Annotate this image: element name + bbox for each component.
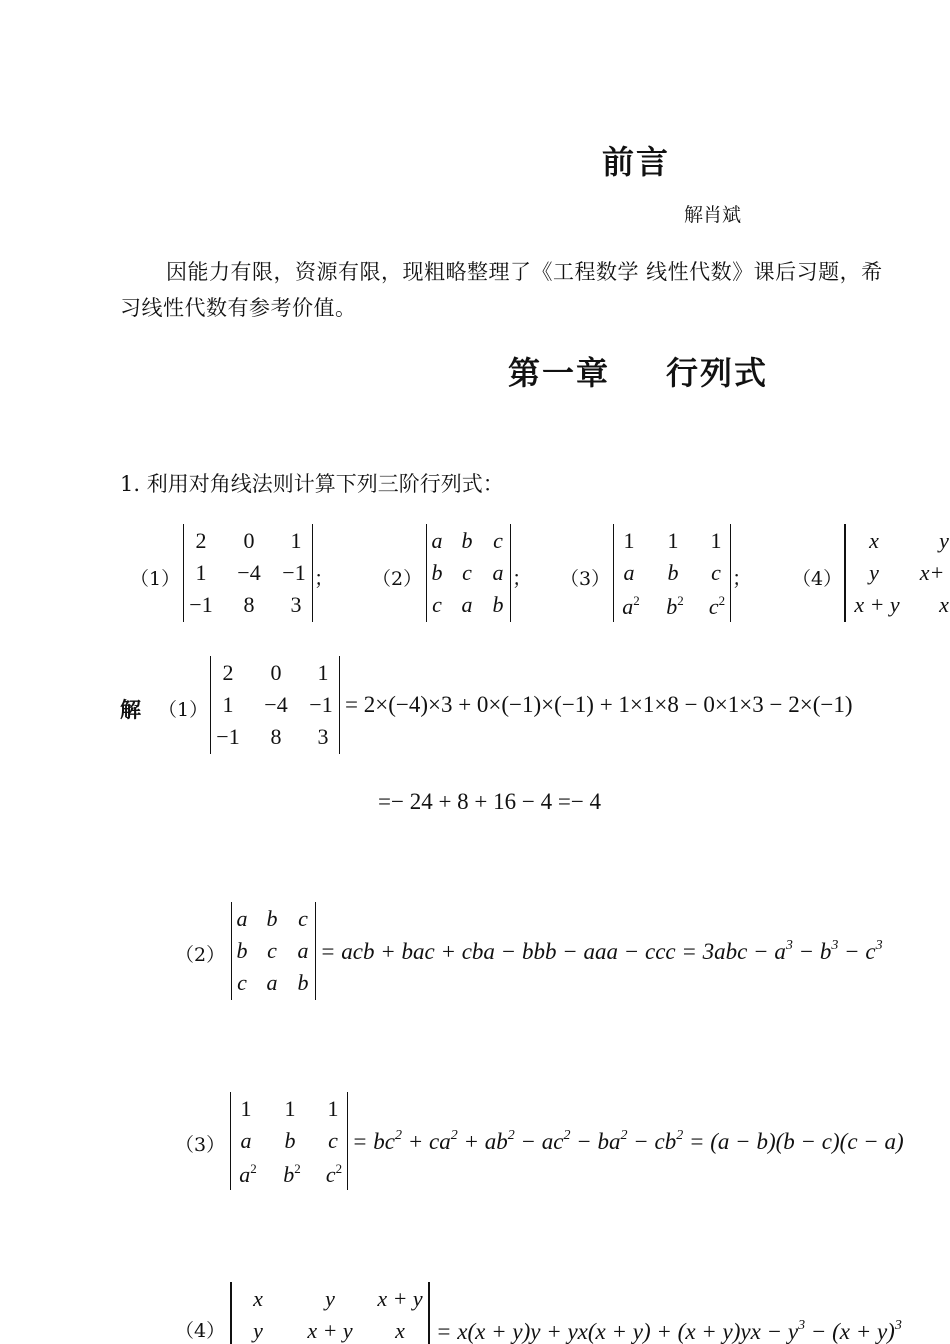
preface-line-2: 习线性代数有参考价值。	[120, 296, 357, 320]
separator: ；	[732, 566, 752, 590]
sdet4-cell: x + y	[307, 1318, 353, 1343]
sdet4-bar-left	[230, 1282, 232, 1344]
preface-line-1: 因能力有限，资源有限，现粗略整理了《工程数学 线性代数》课后习题，希	[166, 260, 883, 284]
chapter-title	[508, 348, 768, 394]
sdet4-cell: y	[253, 1318, 263, 1343]
sdet4-cell: x + y	[377, 1286, 423, 1311]
problem-label-1: （1）	[130, 568, 181, 590]
problem-label-3: （3）	[560, 568, 611, 590]
sdet3-cell: a	[240, 1128, 252, 1153]
det3-cell: a	[623, 560, 635, 585]
det3-cell: 1	[667, 528, 679, 553]
sdet3-cell: $a^2$	[239, 1161, 257, 1187]
sdet3-cell: 1	[327, 1096, 339, 1121]
sdet2-cell: b	[266, 906, 278, 931]
solution-1-result: =− 24 + 8 + 16 − 4 =− 4	[378, 789, 602, 814]
solution-det-1	[210, 656, 340, 754]
sdet2-cell: a	[297, 938, 309, 963]
sdet1-cell: 1	[317, 660, 329, 685]
solution-det-3	[230, 1092, 348, 1190]
det3-cell: $c^2$	[708, 593, 726, 619]
sdet3-cell: $b^2$	[283, 1161, 301, 1187]
sdet2-cell: c	[237, 970, 247, 995]
det4-cell: y	[869, 560, 879, 585]
det3-cell: 1	[710, 528, 722, 553]
det1-cell: −1	[189, 592, 213, 617]
det2-cell: a	[431, 528, 443, 553]
solution-marker: 解	[120, 697, 141, 722]
problem-det-2	[426, 524, 511, 622]
separator: ；	[314, 566, 334, 590]
det2-cell: c	[432, 592, 442, 617]
det1-cell: −1	[282, 560, 306, 585]
sdet1-cell: −1	[309, 692, 333, 717]
det2-cell: b	[461, 528, 473, 553]
chapter-name: 行列式	[666, 354, 769, 392]
det3-cell: b	[667, 560, 679, 585]
det2-cell: a	[461, 592, 473, 617]
problem-statement: 1. 利用对角线法则计算下列三阶行列式：	[120, 472, 504, 496]
det1-cell: −4	[237, 560, 261, 585]
problem-label-4: （4）	[792, 568, 843, 590]
sdet1-cell: 0	[270, 660, 282, 685]
det3-cell: c	[711, 560, 721, 585]
problem-label-2: （2）	[372, 568, 423, 590]
solution-label-4: （4）	[175, 1320, 226, 1342]
sdet3-cell: 1	[284, 1096, 296, 1121]
solution-3-expression: = $bc^2 + ca^2 + ab^2 - ac^2 - ba^2 - cb^2 = (a - b)(b - c)(c - a)$	[352, 1128, 904, 1154]
det2-cell: c	[462, 560, 472, 585]
solution-2-expression: = acb + bac + cba − bbb − aaa − ccc = $3abc - a^3 - b^3 - c^3$	[320, 938, 883, 964]
sdet3-cell: c	[328, 1128, 338, 1153]
det4-cell: x + y	[854, 592, 900, 617]
det1-cell: 2	[195, 528, 207, 553]
det1-cell: 1	[290, 528, 302, 553]
det4-cell: x+	[919, 560, 945, 585]
det1-cell: 1	[195, 560, 207, 585]
det3-cell: $b^2$	[666, 593, 684, 619]
solution-label-2: （2）	[175, 944, 226, 966]
sdet1-cell: 3	[317, 724, 329, 749]
sdet2-cell: c	[267, 938, 277, 963]
sdet1-cell: 8	[270, 724, 282, 749]
sdet4-cell: x	[395, 1318, 405, 1343]
det3-cell: $a^2$	[622, 593, 640, 619]
det1-cell: 0	[243, 528, 255, 553]
sdet2-cell: c	[298, 906, 308, 931]
solution-label-1: （1）	[158, 699, 209, 721]
solution-det-2	[231, 902, 316, 1000]
author-name: 解肖斌	[684, 204, 742, 226]
problem-det-3	[613, 524, 731, 622]
sdet3-cell: 1	[240, 1096, 252, 1121]
sdet1-cell: −1	[216, 724, 240, 749]
sdet2-cell: a	[236, 906, 248, 931]
det4-cell: x	[869, 528, 879, 553]
sdet2-cell: a	[266, 970, 278, 995]
det2-cell: b	[431, 560, 443, 585]
det4-cell: y	[939, 528, 949, 553]
det1-cell: 3	[290, 592, 302, 617]
separator: ；	[512, 566, 532, 590]
sdet1-cell: 1	[222, 692, 234, 717]
det1-cell: 8	[243, 592, 255, 617]
solution-1-expression: = 2×(−4)×3 + 0×(−1)×(−1) + 1×1×8 − 0×1×3 − 2×(−1)	[345, 692, 853, 717]
preface-title: 前言	[602, 143, 671, 181]
sdet1-cell: 2	[222, 660, 234, 685]
det3-cell: 1	[623, 528, 635, 553]
solution-label-3: （3）	[175, 1134, 226, 1156]
sdet4-bar-right	[428, 1282, 430, 1344]
det4-bar	[844, 524, 846, 622]
det2-cell: a	[492, 560, 504, 585]
sdet1-cell: −4	[264, 692, 288, 717]
sdet2-cell: b	[297, 970, 309, 995]
sdet4-cell: y	[325, 1286, 335, 1311]
sdet4-cell: x	[253, 1286, 263, 1311]
sdet2-cell: b	[236, 938, 248, 963]
solution-4-expression: = $x(x + y)y + yx(x + y) + (x + y)yx - y^3 - (x + y)^3$	[436, 1318, 902, 1344]
sdet3-cell: b	[284, 1128, 296, 1153]
chapter-number: 第一章	[508, 354, 611, 392]
problem-det-1	[183, 524, 313, 622]
det2-cell: c	[493, 528, 503, 553]
sdet3-cell: $c^2$	[325, 1161, 343, 1187]
det2-cell: b	[492, 592, 504, 617]
det4-cell: x	[939, 592, 949, 617]
